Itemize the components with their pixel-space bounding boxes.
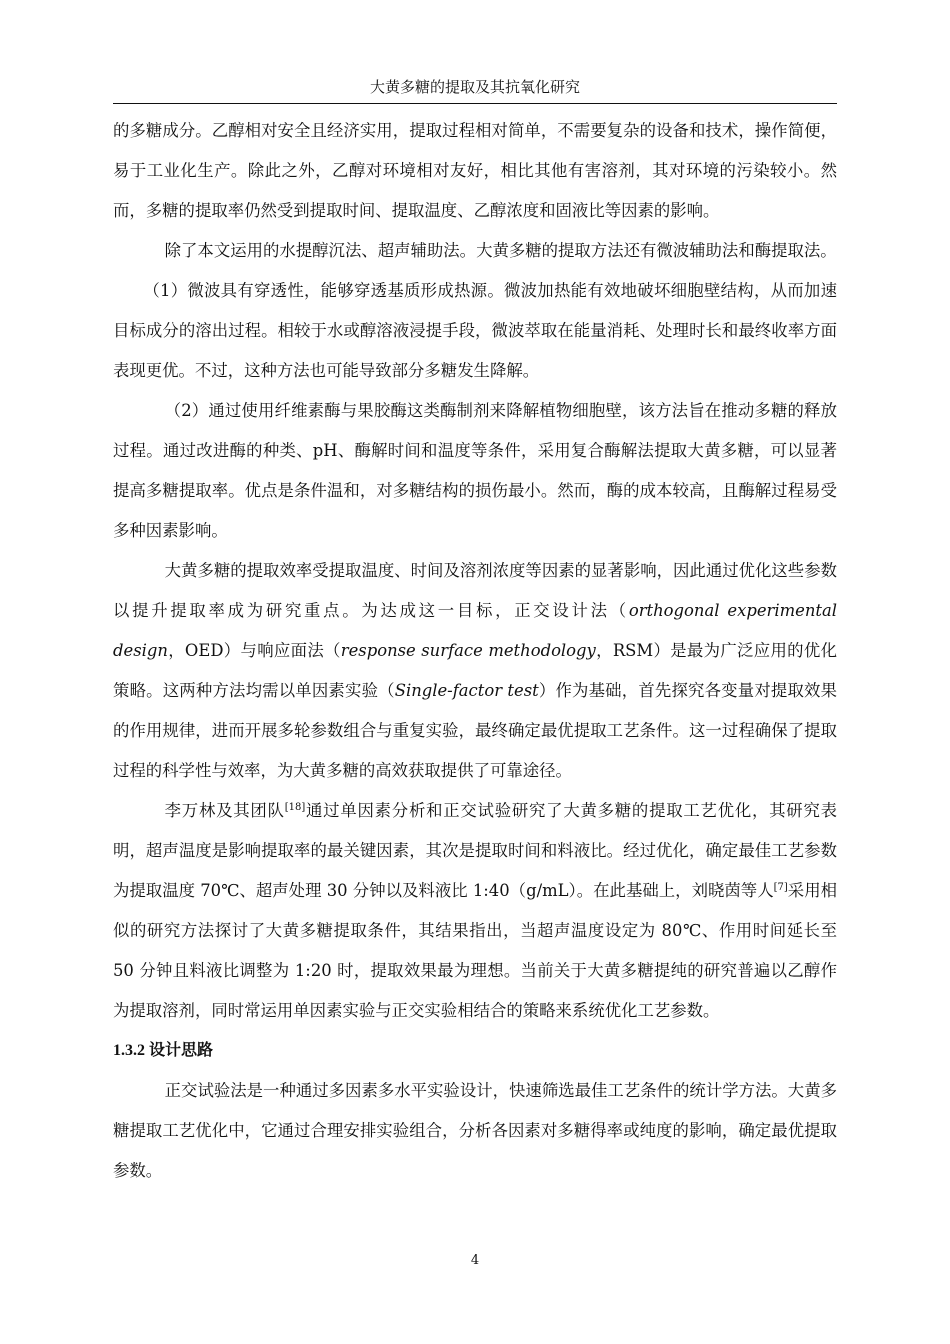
paragraph-ethanol-advantages: 的多糖成分。乙醇相对安全且经济实用，提取过程相对简单，不需要复杂的设备和技术，操作简便，易于工业化生产。除此之外，乙醇对环境相对友好，相比其他有害溶剂，其对环境的污染较小。然而，多糖的提取率仍然受到提取时间、提取温度、乙醇浓度和固液比等因素的影响。 [113,121,837,220]
page-body [113,111,837,1191]
paragraph-microwave: （1）微波具有穿透性，能够穿透基质形成热源。微波加热能有效地破坏细胞壁结构，从而加速目标成分的溶出过程。相较于水或醇溶液浸提手段，微波萃取在能量消耗、处理时长和最终收率方面表现更优。不过，这种方法也可能导致部分多糖发生降解。 [113,281,837,380]
paragraph-enzyme: （2）通过使用纤维素酶与果胶酶这类酶制剂来降解植物细胞壁，该方法旨在推动多糖的释放过程。通过改进酶的种类、pH、酶解时间和温度等条件，采用复合酶解法提取大黄多糖，可以显著提高多糖提取率。优点是条件温和，对多糖结构的损伤最小。然而，酶的成本较高，且酶解过程易受多种因素影响。 [113,401,837,540]
optimization-text-g: ）作为基础，首先探究各变量对提取效果的作用规律，进而开展多轮参数组合与重复实验，最终确定最优提取工艺条件。这一过程确保了提取过程的科学性与效率，为大黄多糖的高效获取提供了可靠途径。 [113,681,837,780]
literature-text-a: 李万林及其团队 [164,801,285,820]
term-oed: orthogonal experimental design [113,601,838,660]
page-number: 4 [470,1253,480,1268]
term-rsm: response surface methodology [340,641,596,660]
optimization-text-a: 大黄多糖的提取效率受提取温度、时间及溶剂浓度等因素的显著影响，因此通过优化这些参数以提升提取率成为研究重点。为达成这一目标，正交设计法（ [113,561,837,620]
optimization-text-e: ，RSM）是最为广泛应用的优化策略。这两种方法均需以单因素实验（ [113,641,837,700]
citation-ref-18: [18] [284,802,306,813]
header-divider [113,103,837,104]
literature-text-b: 通过单因素分析和正交试验研究了大黄多糖的提取工艺优化，其研究表明，超声温度是影响提取率的最关键因素，其次是提取时间和料液比。经过优化，确定最佳工艺参数为提取温度 70℃、超声处理 30 分钟以及料液比 1:40（g/mL）。在此基础上，刘晓茵等人 [113,801,838,900]
citation-ref-7: [7] [773,882,788,893]
term-single-factor: Single-factor test [394,681,539,700]
paragraph-other-methods: 除了本文运用的水提醇沉法、超声辅助法。大黄多糖的提取方法还有微波辅助法和酶提取法。 [164,241,837,260]
paragraph-optimization [113,551,837,791]
paragraph-design-idea: 正交试验法是一种通过多因素多水平实验设计，快速筛选最佳工艺条件的统计学方法。大黄多糖提取工艺优化中，它通过合理安排实验组合，分析各因素对多糖得率或纯度的影响，确定最优提取参数。 [113,1081,837,1180]
running-header: 大黄多糖的提取及其抗氧化研究 [369,78,580,96]
optimization-text-c: ，OED）与响应面法（ [167,641,341,660]
paragraph-literature [113,791,837,1031]
section-heading: 1.3.2 设计思路 [113,1042,214,1059]
literature-text-c: 采用相似的研究方法探讨了大黄多糖提取条件，其结果指出，当超声温度设定为 80℃、作用时间延长至 50 分钟且料液比调整为 1:20 时，提取效果最为理想。当前关于大黄多糖提纯的研究普遍以乙醇作为提取溶剂，同时常运用单因素实验与正交实验相结合的策略来系统优化工艺参数。 [113,881,838,1020]
